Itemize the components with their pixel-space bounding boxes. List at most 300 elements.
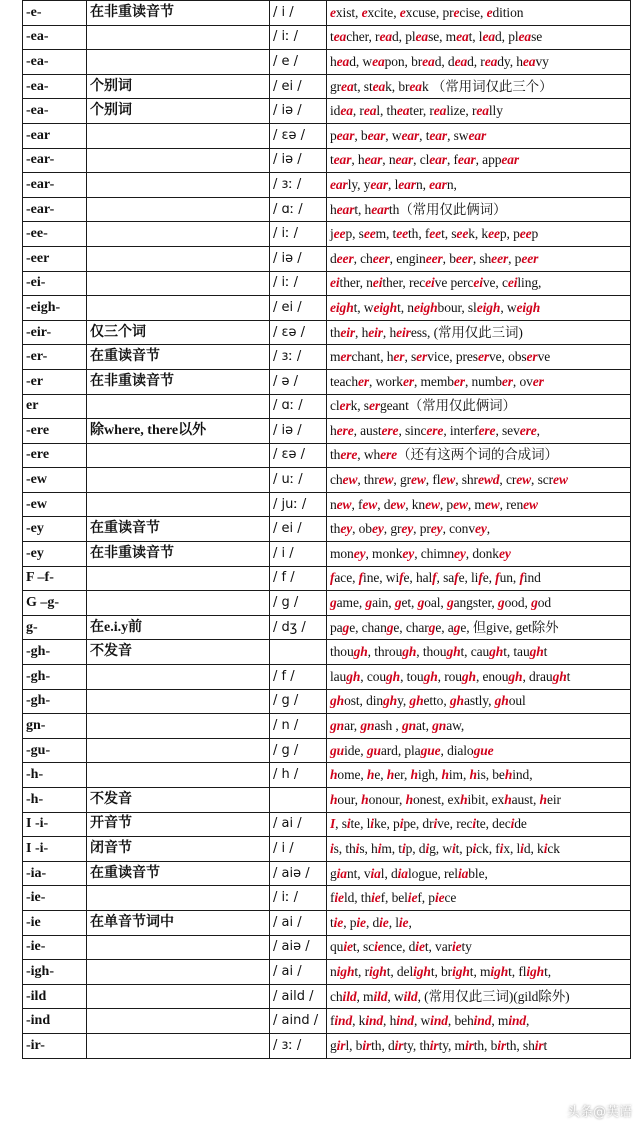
highlighted-letters: ea	[336, 53, 350, 69]
example-text: ck, f	[476, 840, 500, 856]
highlighted-letters: i	[472, 816, 477, 832]
highlighted-letters: ee	[429, 226, 442, 242]
highlighted-letters: ea	[379, 29, 392, 45]
table-row	[23, 468, 631, 493]
highlighted-letters: ew	[425, 496, 440, 512]
highlighted-letters: gn	[360, 718, 375, 734]
highlighted-letters: ear	[429, 152, 447, 168]
phonetic-symbol-cell: / ɛə /	[270, 320, 327, 345]
phonetic-symbol-cell: / ɜː /	[270, 173, 327, 198]
highlighted-letters: eer	[455, 250, 473, 266]
phonetic-symbol-cell: / aild /	[270, 984, 327, 1009]
highlighted-letters: ea	[476, 103, 489, 119]
example-text: , dialo	[440, 742, 474, 758]
example-text: d, w	[349, 53, 373, 69]
highlighted-letters: g	[453, 619, 461, 635]
example-text: ty	[461, 939, 472, 955]
example-text: , sinc	[398, 422, 427, 438]
highlighted-letters: er	[340, 349, 352, 365]
condition-note-cell	[87, 1009, 270, 1034]
condition-note-cell	[87, 468, 270, 493]
highlighted-letters: ie	[398, 914, 409, 930]
highlighted-letters: ey	[340, 521, 353, 537]
example-text: h	[330, 422, 337, 438]
example-text: , fl	[425, 472, 441, 488]
example-text: vy	[535, 53, 549, 69]
example-text: nt, v	[346, 865, 371, 881]
condition-note-cell	[87, 566, 270, 591]
example-text: e, a	[435, 619, 454, 635]
highlighted-letters: gh	[383, 693, 398, 709]
phonetic-symbol-cell: / aiə /	[270, 935, 327, 960]
highlighted-letters: ild	[403, 988, 418, 1004]
example-words-cell	[327, 25, 631, 50]
example-text: , r	[352, 103, 364, 119]
example-text: , l	[388, 914, 399, 930]
example-text: aw,	[446, 718, 465, 734]
condition-note-cell	[87, 173, 270, 198]
phonetic-symbol-cell: / aind /	[270, 1009, 327, 1034]
example-text: , w	[413, 1013, 431, 1029]
highlighted-letters: ey	[401, 521, 414, 537]
highlighted-letters: eir	[340, 324, 356, 340]
example-text: , scr	[531, 472, 554, 488]
example-text: p, s	[345, 226, 364, 242]
table-row	[23, 910, 631, 935]
example-text: ty, th	[403, 1037, 430, 1053]
condition-note-cell	[87, 984, 270, 1009]
highlighted-letters: ie	[343, 939, 353, 955]
example-words-cell	[327, 271, 631, 296]
table-row	[23, 443, 631, 468]
example-text: p, p	[499, 226, 520, 242]
example-text: th	[330, 447, 341, 463]
example-text: mon	[330, 545, 354, 561]
example-text: th	[330, 324, 341, 340]
example-text: t, w	[353, 299, 374, 315]
highlighted-letters: i	[472, 840, 477, 856]
example-words-cell	[327, 566, 631, 591]
highlighted-letters: i	[330, 840, 334, 856]
example-words-cell	[327, 50, 631, 75]
highlighted-letters: gh	[449, 693, 464, 709]
highlighted-letters: eigh	[330, 299, 354, 315]
highlighted-letters: ei	[372, 275, 383, 291]
example-words-cell	[327, 296, 631, 321]
highlighted-letters: ind	[473, 1013, 492, 1029]
example-text: is, be	[476, 767, 505, 783]
highlighted-letters: g	[531, 595, 538, 611]
example-text: n,	[446, 176, 457, 192]
letter-pattern-cell: -ew	[23, 492, 87, 517]
letter-pattern-cell: -h-	[23, 763, 87, 788]
phonetic-symbol-cell: / i /	[270, 837, 327, 862]
highlighted-letters: ind	[334, 1013, 353, 1029]
phonetic-symbol-cell: / iː /	[270, 886, 327, 911]
condition-note-cell	[87, 714, 270, 739]
highlighted-letters: ee	[456, 226, 469, 242]
condition-note-cell: 除where, there以外	[87, 419, 270, 444]
example-text: , s	[335, 816, 347, 832]
example-text: x, l	[503, 840, 521, 856]
highlighted-letters: er	[532, 373, 544, 389]
highlighted-letters: f	[358, 570, 364, 586]
phonetic-symbol-cell: / juː /	[270, 492, 327, 517]
highlighted-letters: h	[330, 767, 338, 783]
highlighted-letters: gh	[346, 668, 361, 684]
example-text: , chimn	[414, 545, 454, 561]
letter-pattern-cell: -ew	[23, 468, 87, 493]
highlighted-letters: ear	[330, 176, 348, 192]
example-text: , sw	[447, 127, 469, 143]
table-row	[23, 1033, 631, 1058]
example-text: e, hal	[403, 570, 433, 586]
example-text: t, r	[354, 963, 369, 979]
example-text: g	[330, 865, 337, 881]
letter-pattern-cell: -ind	[23, 1009, 87, 1034]
letter-pattern-cell: -ir-	[23, 1033, 87, 1058]
highlighted-letters: ee	[363, 226, 376, 242]
example-text: ther, n	[339, 275, 373, 291]
example-text: , shr	[455, 472, 478, 488]
highlighted-letters: igh	[413, 963, 431, 979]
highlighted-letters: ild	[373, 988, 388, 1004]
example-text: k （常用词仅此三个）	[421, 78, 553, 94]
example-text: e,	[482, 570, 496, 586]
example-text: t, var	[424, 939, 452, 955]
example-text: , gr	[393, 472, 411, 488]
letter-pattern-cell: -gh-	[23, 640, 87, 665]
phonetic-symbol-cell: / ai /	[270, 960, 327, 985]
phonics-rules-table	[22, 0, 631, 1059]
highlighted-letters: g	[330, 595, 337, 611]
highlighted-letters: ere	[380, 447, 398, 463]
example-text: ash ,	[374, 718, 402, 734]
example-text: , h	[355, 324, 369, 340]
condition-note-cell	[87, 763, 270, 788]
example-text: ood,	[504, 595, 532, 611]
condition-note-cell: 在重读音节	[87, 345, 270, 370]
example-text: ame,	[336, 595, 366, 611]
highlighted-letters: h	[460, 791, 468, 807]
highlighted-letters: i	[399, 816, 404, 832]
condition-note-cell	[87, 492, 270, 517]
example-text: n	[330, 496, 337, 512]
table-row	[23, 812, 631, 837]
highlighted-letters: ei	[330, 275, 340, 291]
table-row	[23, 984, 631, 1009]
highlighted-letters: ey	[371, 521, 384, 537]
highlighted-letters: ear	[398, 176, 416, 192]
example-text: , w	[500, 299, 517, 315]
highlighted-letters: er	[368, 398, 380, 414]
highlighted-letters: ie	[379, 914, 389, 930]
highlighted-letters: gh	[423, 668, 438, 684]
highlighted-letters: e	[486, 4, 493, 20]
example-text: t, st	[353, 78, 373, 94]
example-text: , sev	[495, 422, 520, 438]
highlighted-letters: i	[433, 816, 438, 832]
example-text: teach	[330, 373, 358, 389]
highlighted-letters: er	[357, 373, 370, 389]
condition-note-cell	[87, 148, 270, 173]
example-text: er,	[394, 767, 411, 783]
example-text: at,	[416, 718, 433, 734]
table-row	[23, 960, 631, 985]
example-text: bour, sl	[437, 299, 477, 315]
example-words-cell	[327, 861, 631, 886]
table-row	[23, 197, 631, 222]
phonetic-symbol-cell: / f /	[270, 566, 327, 591]
example-words-cell	[327, 689, 631, 714]
example-text: ve perc	[434, 275, 474, 291]
highlighted-letters: ere	[478, 422, 496, 438]
example-text: , m	[356, 988, 374, 1004]
letter-pattern-cell: -gh-	[23, 689, 87, 714]
example-text: ty, m	[438, 1037, 465, 1053]
example-text: xist,	[335, 4, 362, 20]
highlighted-letters: eigh	[373, 299, 398, 315]
table-row	[23, 369, 631, 394]
highlighted-letters: f	[454, 570, 459, 586]
table-row	[23, 74, 631, 99]
letter-pattern-cell: -er-	[23, 345, 87, 370]
highlighted-letters: ea	[454, 53, 468, 69]
example-text: l, b	[345, 1037, 363, 1053]
highlighted-letters: g	[446, 595, 454, 611]
condition-note-cell: 在非重读音节	[87, 1, 270, 26]
example-text: , cr	[499, 472, 517, 488]
highlighted-letters: I	[330, 816, 336, 832]
condition-note-cell	[87, 935, 270, 960]
highlighted-letters: ie	[407, 890, 418, 906]
example-text: pon, br	[384, 53, 423, 69]
highlighted-letters: ewd	[477, 472, 500, 488]
highlighted-letters: ey	[402, 545, 415, 561]
example-words-cell	[327, 1033, 631, 1058]
table-row	[23, 123, 631, 148]
highlighted-letters: ere	[426, 422, 444, 438]
example-text: , b	[442, 250, 456, 266]
example-words-cell	[327, 148, 631, 173]
highlighted-letters: ew	[390, 496, 406, 512]
phonetic-symbol-cell	[270, 640, 327, 665]
example-text: th, sh	[506, 1037, 535, 1053]
letter-pattern-cell: I -i-	[23, 837, 87, 862]
highlighted-letters: ear	[501, 152, 520, 168]
example-words-cell	[327, 74, 631, 99]
highlighted-letters: g	[342, 619, 350, 635]
letter-pattern-cell: -ee-	[23, 222, 87, 247]
example-text: , ch	[353, 250, 373, 266]
example-words-cell	[327, 99, 631, 124]
phonetic-symbol-cell: / n /	[270, 714, 327, 739]
example-text: l, th	[376, 103, 397, 119]
condition-note-cell: 不发音	[87, 788, 270, 813]
highlighted-letters: f	[399, 570, 404, 586]
highlighted-letters: ey	[474, 521, 487, 537]
example-text: , p	[439, 496, 454, 512]
example-text: , h	[382, 324, 397, 340]
highlighted-letters: ey	[498, 545, 511, 561]
example-text: e, char	[393, 619, 429, 635]
highlighted-letters: i	[346, 816, 351, 832]
example-text: , p	[343, 914, 357, 930]
phonetic-symbol-cell: / g /	[270, 689, 327, 714]
highlighted-letters: ew	[411, 472, 426, 488]
example-text: ,	[526, 1013, 530, 1029]
example-words-cell	[327, 246, 631, 271]
highlighted-letters: ear	[468, 127, 487, 143]
highlighted-letters: ea	[341, 78, 354, 94]
letter-pattern-cell: -ear-	[23, 148, 87, 173]
example-words-cell	[327, 222, 631, 247]
example-text: , aust	[353, 422, 382, 438]
example-text: dy, h	[497, 53, 523, 69]
example-text: t	[330, 914, 334, 930]
highlighted-letters: gh	[552, 668, 567, 684]
example-text: oal,	[424, 595, 447, 611]
example-text: lau	[330, 668, 347, 684]
highlighted-letters: ea	[484, 53, 498, 69]
example-words-cell	[327, 837, 631, 862]
phonetic-symbol-cell: / iə /	[270, 246, 327, 271]
example-text: lly	[488, 103, 503, 119]
example-words-cell	[327, 1, 631, 26]
highlighted-letters: ear	[401, 127, 420, 143]
example-text: ide,	[344, 742, 367, 758]
condition-note-cell	[87, 222, 270, 247]
letter-pattern-cell: -eigh-	[23, 296, 87, 321]
highlighted-letters: eer	[336, 250, 354, 266]
example-text: , work	[369, 373, 403, 389]
example-words-cell	[327, 615, 631, 640]
table-row	[23, 271, 631, 296]
highlighted-letters: gu	[330, 742, 345, 758]
phonetic-symbol-cell: / h /	[270, 763, 327, 788]
phonetic-symbol-cell: / g /	[270, 591, 327, 616]
condition-note-cell: 在非重读音节	[87, 542, 270, 567]
table-row	[23, 788, 631, 813]
highlighted-letters: ind	[365, 1013, 384, 1029]
example-text: k, br	[385, 78, 410, 94]
letter-pattern-cell: I -i-	[23, 812, 87, 837]
highlighted-letters: er	[339, 398, 351, 414]
example-text: ther, rec	[382, 275, 426, 291]
phonetic-symbol-cell: / iə /	[270, 99, 327, 124]
example-text: , sh	[472, 250, 492, 266]
highlighted-letters: h	[504, 767, 513, 783]
example-text: s, h	[359, 840, 378, 856]
example-text: th, f	[408, 226, 430, 242]
condition-note-cell	[87, 443, 270, 468]
phonetic-symbol-cell: / ɛə /	[270, 443, 327, 468]
example-text: se, m	[428, 29, 457, 45]
example-text: , rou	[437, 668, 462, 684]
example-text: ve, obs	[488, 349, 527, 365]
highlighted-letters: ey	[353, 545, 366, 561]
condition-note-cell	[87, 738, 270, 763]
example-text: , cou	[360, 668, 387, 684]
example-text: , monk	[365, 545, 403, 561]
example-text: m, t	[375, 226, 397, 242]
example-text: t, s	[441, 226, 457, 242]
highlighted-letters: f	[478, 570, 483, 586]
highlighted-letters: er	[501, 373, 513, 389]
example-text: m	[330, 349, 341, 365]
condition-note-cell	[87, 665, 270, 690]
example-text: ling,	[517, 275, 542, 291]
highlighted-letters: ea	[340, 103, 353, 119]
highlighted-letters: ere	[340, 447, 358, 463]
example-text: , k	[352, 1013, 366, 1029]
phonetic-symbol-cell: / ei /	[270, 517, 327, 542]
highlighted-letters: ea	[363, 103, 377, 119]
highlighted-letters: g	[394, 595, 402, 611]
letter-pattern-cell: -e-	[23, 1, 87, 26]
letter-pattern-cell: gn-	[23, 714, 87, 739]
example-text: qu	[330, 939, 344, 955]
letter-pattern-cell: -ie	[23, 910, 87, 935]
condition-note-cell	[87, 197, 270, 222]
highlighted-letters: ei	[473, 275, 483, 291]
highlighted-letters: gh	[386, 668, 401, 684]
example-text: , p	[508, 250, 522, 266]
condition-note-cell: 闭音节	[87, 837, 270, 862]
highlighted-letters: ea	[518, 29, 532, 45]
phonetic-symbol-cell	[270, 788, 327, 813]
highlighted-letters: ear	[364, 152, 383, 168]
highlighted-letters: h	[366, 767, 375, 783]
condition-note-cell: 在单音节词中	[87, 910, 270, 935]
example-text: th, d	[371, 1037, 395, 1053]
highlighted-letters: ea	[409, 78, 422, 94]
example-text: ld, th	[343, 890, 372, 906]
letter-pattern-cell: -ey	[23, 542, 87, 567]
highlighted-letters: eir	[396, 324, 411, 340]
example-text: ,	[486, 521, 491, 537]
example-text: angster,	[453, 595, 498, 611]
example-text: , drau	[522, 668, 553, 684]
highlighted-letters: ea	[422, 53, 435, 69]
condition-note-cell: 开音节	[87, 812, 270, 837]
example-text: , enou	[475, 668, 509, 684]
highlighted-letters: gh	[402, 644, 417, 660]
table-row	[23, 173, 631, 198]
highlighted-letters: er	[477, 349, 489, 365]
example-text: , memb	[413, 373, 454, 389]
example-text: p, d	[405, 840, 426, 856]
highlighted-letters: ear	[336, 201, 355, 217]
highlighted-letters: h	[539, 791, 547, 807]
highlighted-letters: e	[453, 4, 460, 20]
example-text: d, d	[434, 53, 455, 69]
highlighted-letters: ew	[336, 496, 352, 512]
example-text: t, l	[468, 29, 483, 45]
example-text: onest, ex	[413, 791, 461, 807]
example-words-cell	[327, 394, 631, 419]
example-words-cell	[327, 197, 631, 222]
highlighted-letters: i	[499, 840, 504, 856]
example-words-cell	[327, 468, 631, 493]
example-text: ain,	[372, 595, 395, 611]
letter-pattern-cell: -ea-	[23, 25, 87, 50]
example-words-cell	[327, 419, 631, 444]
phonetic-symbol-cell: / i /	[270, 1, 327, 26]
highlighted-letters: gh	[353, 644, 368, 660]
example-words-cell	[327, 345, 631, 370]
highlighted-letters: gu	[366, 742, 381, 758]
